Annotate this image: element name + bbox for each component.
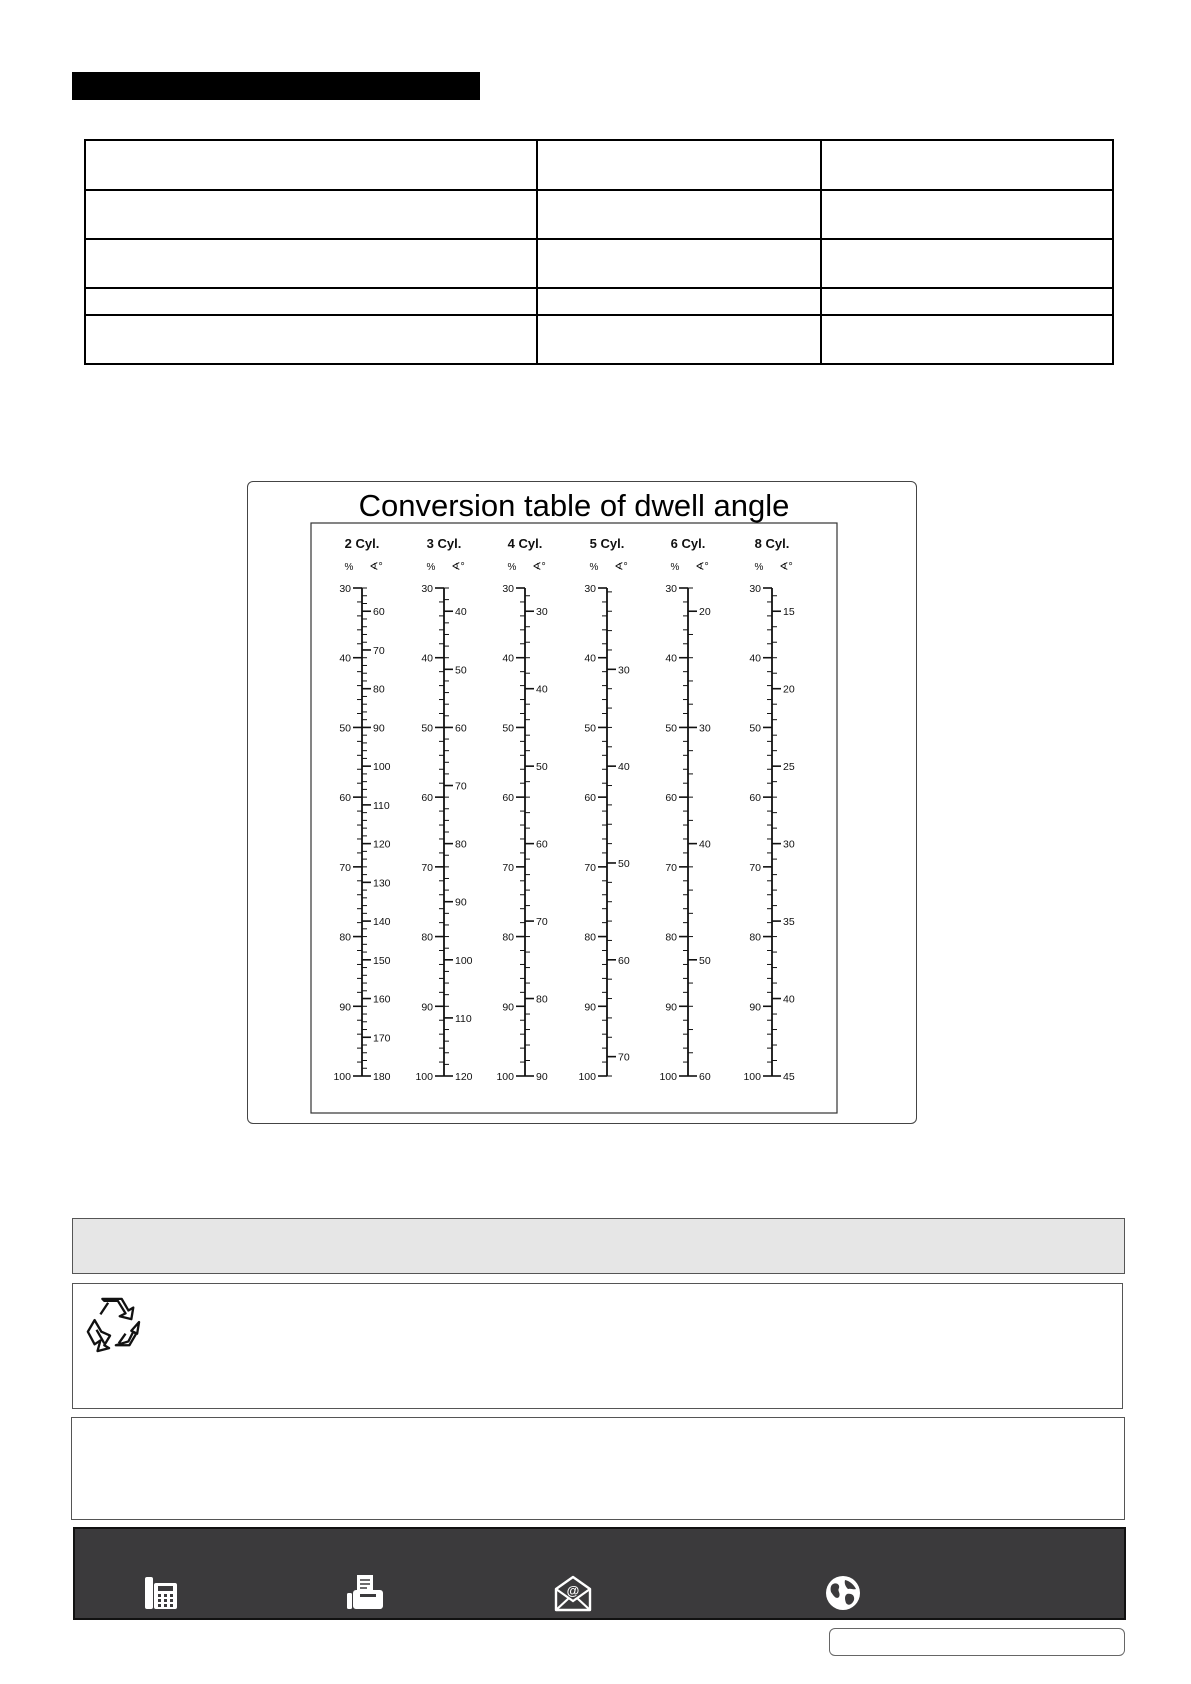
percent-tick-label: 100 [659, 1071, 677, 1083]
angle-tick-label: 20 [699, 606, 711, 619]
percent-tick-label: 50 [502, 722, 514, 735]
angle-unit-label: ∢° [779, 561, 793, 573]
angle-tick-label: 70 [536, 916, 548, 929]
angle-tick-label: 160 [373, 993, 391, 1006]
specification-table [84, 139, 1114, 365]
table-cell [537, 288, 821, 315]
environment-protection-panel [72, 1283, 1123, 1409]
percent-tick-label: 60 [584, 792, 596, 805]
angle-tick-label: 120 [373, 838, 391, 851]
table-row [85, 140, 1113, 190]
percent-tick-label: 80 [749, 931, 761, 944]
percent-unit-label: % [589, 562, 599, 573]
recycle-icon [83, 1295, 141, 1353]
dwell-angle-chart-frame [247, 481, 917, 1124]
angle-tick-label: 40 [783, 993, 795, 1006]
table-cell [821, 190, 1113, 239]
percent-unit-label: % [344, 562, 354, 573]
percent-tick-label: 40 [584, 652, 596, 665]
percent-tick-label: 40 [749, 652, 761, 665]
globe-icon [823, 1573, 863, 1613]
angle-unit-label: ∢° [369, 561, 383, 573]
cylinder-header: 2 Cyl. [344, 536, 380, 551]
table-row [85, 239, 1113, 288]
percent-tick-label: 60 [749, 792, 761, 805]
table-cell [537, 140, 821, 190]
contact-bar [73, 1527, 1126, 1620]
svg-text:@: @ [566, 1583, 580, 1598]
angle-tick-label: 50 [618, 857, 630, 870]
table-cell [537, 239, 821, 288]
angle-tick-label: 40 [455, 606, 467, 619]
percent-unit-label: % [754, 562, 764, 573]
angle-tick-label: 30 [783, 838, 795, 851]
percent-tick-label: 60 [502, 792, 514, 805]
angle-tick-label: 60 [455, 722, 467, 735]
angle-unit-label: ∢° [451, 561, 465, 573]
table-row [85, 190, 1113, 239]
percent-tick-label: 100 [415, 1071, 433, 1083]
angle-tick-label: 100 [455, 954, 473, 967]
angle-tick-label: 45 [783, 1071, 795, 1083]
percent-tick-label: 70 [749, 861, 761, 874]
angle-tick-label: 100 [373, 761, 391, 774]
percent-tick-label: 50 [339, 722, 351, 735]
percent-tick-label: 30 [584, 583, 596, 595]
percent-tick-label: 90 [502, 1001, 514, 1014]
table-cell [821, 140, 1113, 190]
table-cell [537, 315, 821, 364]
angle-tick-label: 150 [373, 954, 391, 967]
percent-tick-label: 40 [339, 652, 351, 665]
angle-tick-label: 110 [455, 1012, 472, 1025]
angle-tick-label: 40 [699, 838, 711, 851]
percent-tick-label: 100 [578, 1071, 596, 1083]
percent-tick-label: 80 [584, 931, 596, 944]
angle-tick-label: 90 [373, 722, 385, 735]
table-cell [537, 190, 821, 239]
percent-tick-label: 40 [665, 652, 677, 665]
table-cell [821, 288, 1113, 315]
percent-tick-label: 60 [421, 792, 433, 805]
percent-unit-label: % [426, 562, 436, 573]
angle-tick-label: 60 [536, 838, 548, 851]
percent-tick-label: 90 [584, 1001, 596, 1014]
angle-tick-label: 70 [455, 780, 467, 793]
notice-panel [72, 1218, 1125, 1274]
percent-tick-label: 70 [665, 861, 677, 874]
angle-tick-label: 50 [536, 761, 548, 774]
page-number-box [829, 1628, 1125, 1656]
angle-tick-label: 15 [783, 606, 795, 619]
angle-unit-label: ∢° [532, 561, 546, 573]
phone-icon [141, 1573, 181, 1613]
angle-tick-label: 30 [536, 606, 548, 619]
angle-tick-label: 90 [536, 1071, 548, 1083]
percent-unit-label: % [670, 562, 680, 573]
percent-tick-label: 90 [339, 1001, 351, 1014]
angle-tick-label: 20 [783, 683, 795, 696]
percent-tick-label: 80 [421, 931, 433, 944]
angle-tick-label: 35 [783, 916, 795, 929]
angle-tick-label: 25 [783, 761, 795, 774]
angle-tick-label: 170 [373, 1032, 391, 1045]
angle-tick-label: 30 [699, 722, 711, 735]
percent-tick-label: 50 [749, 722, 761, 735]
chart-title: Conversion table of dwell angle [358, 488, 790, 523]
table-row [85, 315, 1113, 364]
percent-tick-label: 50 [665, 722, 677, 735]
table-row [85, 288, 1113, 315]
percent-tick-label: 50 [584, 722, 596, 735]
angle-tick-label: 60 [373, 606, 385, 619]
percent-tick-label: 40 [421, 652, 433, 665]
angle-tick-label: 40 [536, 683, 548, 696]
angle-tick-label: 60 [699, 1071, 711, 1083]
angle-tick-label: 70 [373, 644, 385, 657]
angle-tick-label: 130 [373, 877, 391, 890]
angle-tick-label: 80 [536, 993, 548, 1006]
percent-tick-label: 30 [665, 583, 677, 595]
percent-tick-label: 90 [665, 1001, 677, 1014]
angle-tick-label: 50 [699, 954, 711, 967]
table-cell [821, 239, 1113, 288]
percent-tick-label: 80 [339, 931, 351, 944]
percent-tick-label: 70 [584, 861, 596, 874]
section-title-bar [72, 72, 480, 100]
angle-tick-label: 90 [455, 896, 467, 909]
angle-tick-label: 60 [618, 954, 630, 967]
table-cell [85, 315, 537, 364]
cylinder-header: 5 Cyl. [589, 536, 625, 551]
percent-tick-label: 70 [339, 861, 351, 874]
cylinder-header: 6 Cyl. [670, 536, 706, 551]
percent-tick-label: 70 [502, 861, 514, 874]
percent-tick-label: 90 [749, 1001, 761, 1014]
table-cell [85, 190, 537, 239]
table-cell [85, 140, 537, 190]
angle-tick-label: 30 [618, 664, 630, 677]
percent-tick-label: 100 [496, 1071, 514, 1083]
angle-tick-label: 140 [373, 916, 391, 929]
information-panel [71, 1417, 1125, 1520]
fax-icon [345, 1573, 385, 1613]
percent-tick-label: 60 [339, 792, 351, 805]
percent-tick-label: 90 [421, 1001, 433, 1014]
percent-unit-label: % [507, 562, 517, 573]
percent-tick-label: 30 [502, 583, 514, 595]
angle-unit-label: ∢° [614, 561, 628, 573]
angle-tick-label: 40 [618, 761, 630, 774]
dwell-angle-chart [248, 482, 918, 1125]
percent-tick-label: 40 [502, 652, 514, 665]
percent-tick-label: 70 [421, 861, 433, 874]
cylinder-header: 3 Cyl. [426, 536, 462, 551]
percent-tick-label: 80 [502, 931, 514, 944]
percent-tick-label: 80 [665, 931, 677, 944]
email-icon [553, 1573, 593, 1613]
angle-tick-label: 180 [373, 1071, 391, 1083]
angle-unit-label: ∢° [695, 561, 709, 573]
table-cell [85, 239, 537, 288]
angle-tick-label: 80 [373, 683, 385, 696]
chart-inner-border [311, 523, 837, 1113]
percent-tick-label: 30 [339, 583, 351, 595]
percent-tick-label: 100 [333, 1071, 351, 1083]
angle-tick-label: 50 [455, 664, 467, 677]
percent-tick-label: 60 [665, 792, 677, 805]
percent-tick-label: 30 [421, 583, 433, 595]
table-cell [85, 288, 537, 315]
cylinder-header: 8 Cyl. [754, 536, 790, 551]
angle-tick-label: 110 [373, 799, 390, 812]
percent-tick-label: 100 [743, 1071, 761, 1083]
cylinder-header: 4 Cyl. [507, 536, 543, 551]
percent-tick-label: 50 [421, 722, 433, 735]
table-cell [821, 315, 1113, 364]
angle-tick-label: 70 [618, 1051, 630, 1064]
percent-tick-label: 30 [749, 583, 761, 595]
angle-tick-label: 80 [455, 838, 467, 851]
angle-tick-label: 120 [455, 1071, 473, 1083]
